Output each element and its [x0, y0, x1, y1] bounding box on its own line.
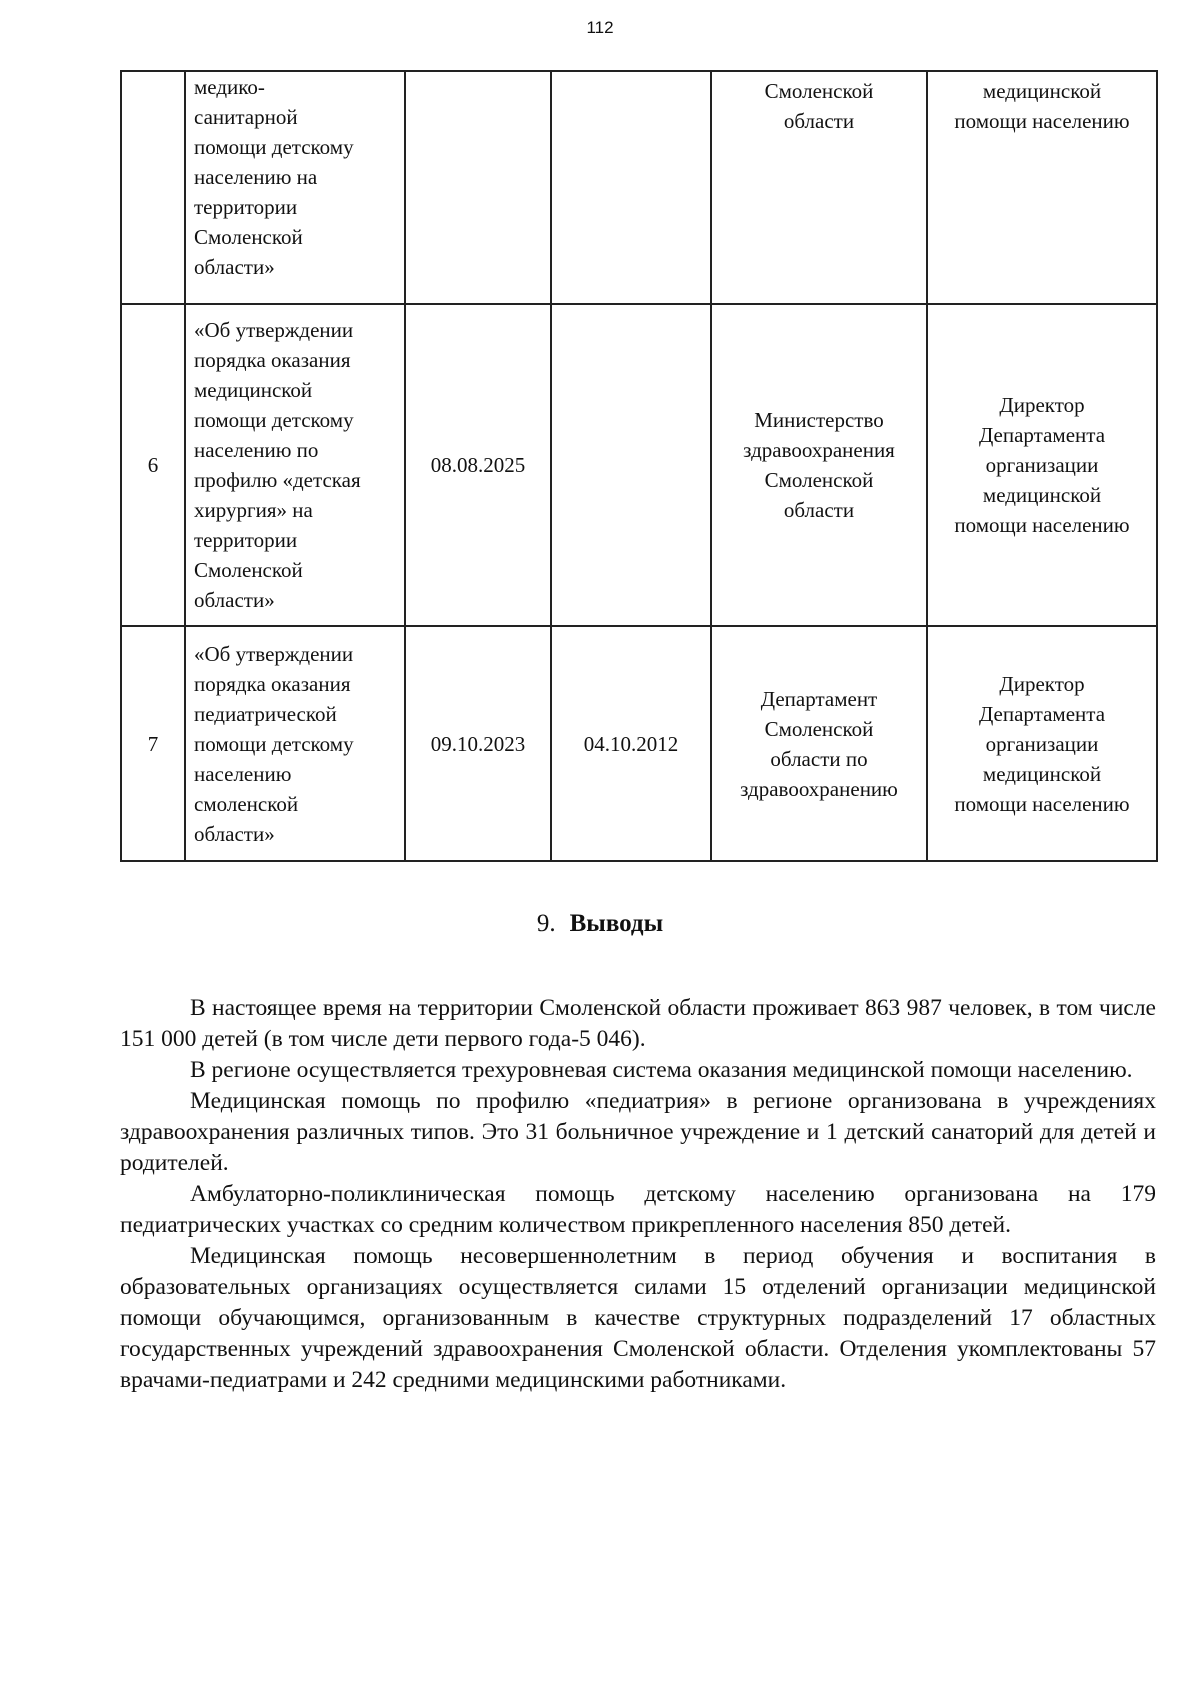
section-heading	[0, 910, 1200, 938]
paragraph: Медицинская помощь по профилю «педиатрия» в регионе организована в учреждениях здравоохранения различных типов. Это 31 больничное учреждение и 1 детский санаторий для детей и родителей.	[120, 1088, 1156, 1176]
date-cell	[551, 71, 711, 304]
paragraph: В регионе осуществляется трехуровневая система оказания медицинской помощи населению.	[190, 1057, 1133, 1083]
section-number: 9.	[536, 910, 556, 937]
document-name-cell: «Об утверждении порядка оказания медицинской помощи детскому населению по профилю «детская хирургия» на территории Смоленской области»	[185, 304, 405, 626]
section-title: Выводы	[569, 910, 664, 937]
date-cell	[405, 71, 551, 304]
organization-cell: Смоленской области	[711, 71, 927, 304]
conclusions-body	[120, 993, 1156, 1396]
organization-cell: Департамент Смоленской области по здравоохранению	[711, 626, 927, 861]
date-cell	[551, 304, 711, 626]
responsible-cell: Директор Департамента организации медицинской помощи населению	[927, 626, 1157, 861]
paragraph: Амбулаторно-поликлиническая помощь детскому населению организована на 179 педиатрических участках со средним количеством прикрепленного населения 850 детей.	[120, 1181, 1156, 1238]
date-cell: 08.08.2025	[405, 304, 551, 626]
responsible-cell: медицинской помощи населению	[927, 71, 1157, 304]
table-row	[121, 626, 1157, 861]
row-number-cell: 6	[121, 304, 185, 626]
paragraph: Медицинская помощь несовершеннолетним в период обучения и воспитания в образовательных организациях осуществляется силами 15 отделений организации медицинской помощи обучающимся, организованным в качестве структурных подразделений 17 областных государственных учреждений здравоохранения Смоленской области. Отделения укомплектованы 57 врачами-педиатрами и 242 средними медицинскими работниками.	[120, 1243, 1156, 1393]
row-number-cell	[121, 71, 185, 304]
date-cell: 09.10.2023	[405, 626, 551, 861]
document-name-cell: медико- санитарной помощи детскому населению на территории Смоленской области»	[185, 71, 405, 304]
document-name-cell: «Об утверждении порядка оказания педиатрической помощи детскому населению смоленской области»	[185, 626, 405, 861]
page-number: 112	[586, 18, 614, 37]
date-cell: 04.10.2012	[551, 626, 711, 861]
table-row	[121, 304, 1157, 626]
responsible-cell: Директор Департамента организации медицинской помощи населению	[927, 304, 1157, 626]
row-number-cell: 7	[121, 626, 185, 861]
documents-table	[120, 70, 1158, 862]
paragraph: В настоящее время на территории Смоленской области проживает 863 987 человек, в том числе 151 000 детей (в том числе дети первого года-5 046).	[120, 995, 1156, 1052]
organization-cell: Министерство здравоохранения Смоленской области	[711, 304, 927, 626]
table-row	[121, 71, 1157, 304]
